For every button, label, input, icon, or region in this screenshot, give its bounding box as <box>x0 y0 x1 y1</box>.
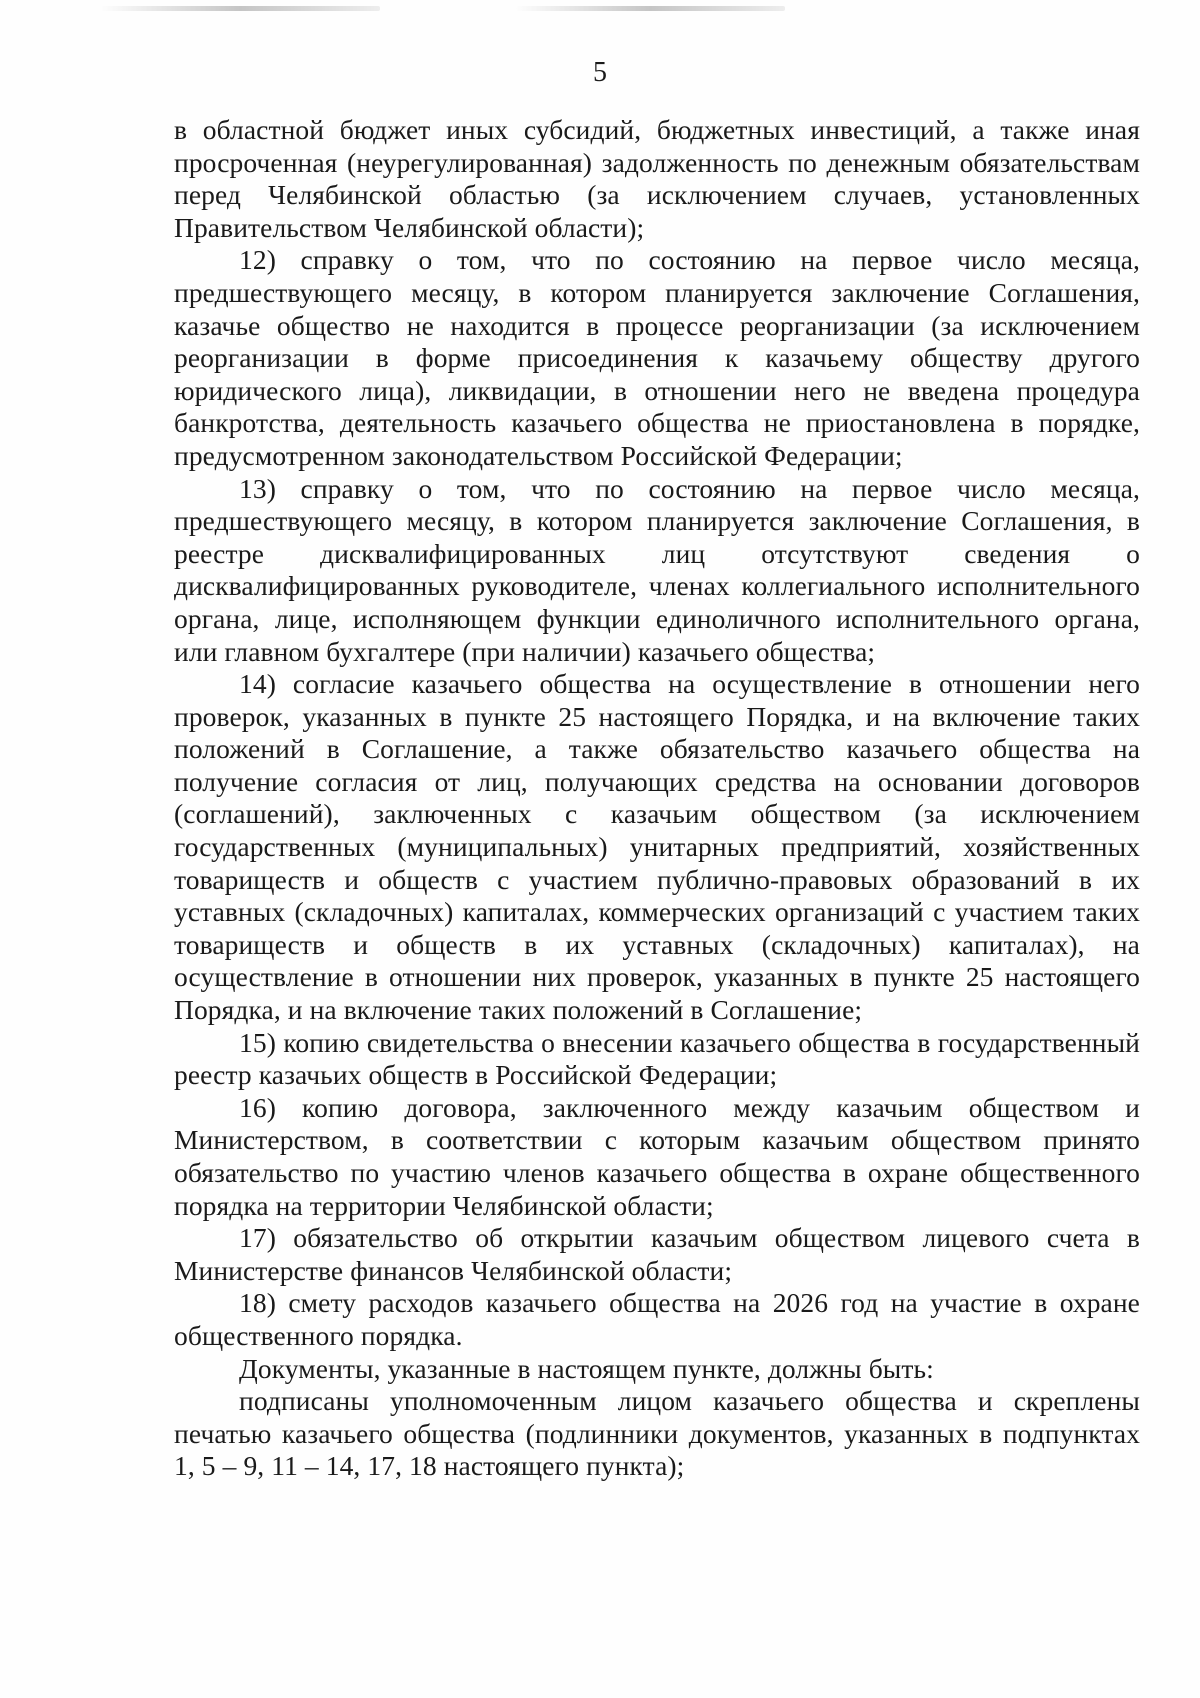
paragraph-requirements-intro: Документы, указанные в настоящем пункте, должны быть: <box>239 1352 934 1384</box>
page-number: 5 <box>593 57 607 88</box>
paragraph-item-16: 16) копию договора, заключенного между казачьим обществом и Министерством, в соответствии с которым казачьим обществом принято обязательство по участию членов казачьего общества в охране общественного порядка на территории Челябинской области; <box>174 1091 1140 1221</box>
paragraph-item-13: 13) справку о том, что по состоянию на первое число месяца, предшествующего месяцу, в котором планируется заключение Соглашения, в реестре дисквалифицированных лиц отсутствуют сведения о дисквалифицированных руководителе, членах коллегиального исполнительного органа, лице, исполняющем функции единоличного исполнительного органа, или главном бухгалтере (при наличии) казачьего общества; <box>174 472 1140 667</box>
paragraph-item-12: 12) справку о том, что по состоянию на первое число месяца, предшествующего месяцу, в котором планируется заключение Соглашения, казачье общество не находится в процессе реорганизации (за исключением реорганизации в форме присоединения к казачьему обществу другого юридического лица), ликвидации, в отношении него не введена процедура банкротства, деятельность казачьего общества не приостановлена в порядке, предусмотренном законодательством Российской Федерации; <box>174 244 1140 471</box>
scan-artifact <box>515 6 785 11</box>
paragraph-item-18: 18) смету расходов казачьего общества на 2026 год на участие в охране общественного порядка. <box>174 1287 1140 1351</box>
paragraph-continuation: в областной бюджет иных субсидий, бюджетных инвестиций, а также иная просроченная (неурегулированная) задолженность по денежным обязательствам перед Челябинской областью (за исключением случаев, установленных Правительством Челябинской области); <box>174 114 1140 243</box>
paragraph-item-15: 15) копию свидетельства о внесении казачьего общества в государственный реестр казачьих обществ в Российской Федерации; <box>174 1026 1140 1091</box>
paragraph-item-17: 17) обязательство об открытии казачьим обществом лицевого счета в Министерстве финансов Челябинской области; <box>174 1222 1140 1286</box>
paragraph-item-14: 14) согласие казачьего общества на осуществление в отношении него проверок, указанных в пункте 25 настоящего Порядка, и на включение таких положений в Соглашение, а также обязательство казачьего общества на получение согласия от лиц, получающих средства на основании договоров (соглашений), заключенных с казачьим обществом (за исключением государственных (муниципальных) унитарных предприятий, хозяйственных товариществ и обществ с участием публично-правовых образований в их уставных (складочных) капиталах, коммерческих организаций с участием таких товариществ и обществ в их уставных (складочных) капиталах), на осуществление в отношении них проверок, указанных в пункте 25 настоящего Порядка, и на включение таких положений в Соглашение; <box>174 668 1140 1026</box>
document-body <box>174 114 1140 1483</box>
paragraph-requirement-signed: подписаны уполномоченным лицом казачьего общества и скреплены печатью казачьего общества (подлинники документов, указанных в подпунктах 1, 5 – 9, 11 – 14, 17, 18 настоящего пункта); <box>174 1385 1140 1482</box>
scan-artifact <box>100 6 380 11</box>
